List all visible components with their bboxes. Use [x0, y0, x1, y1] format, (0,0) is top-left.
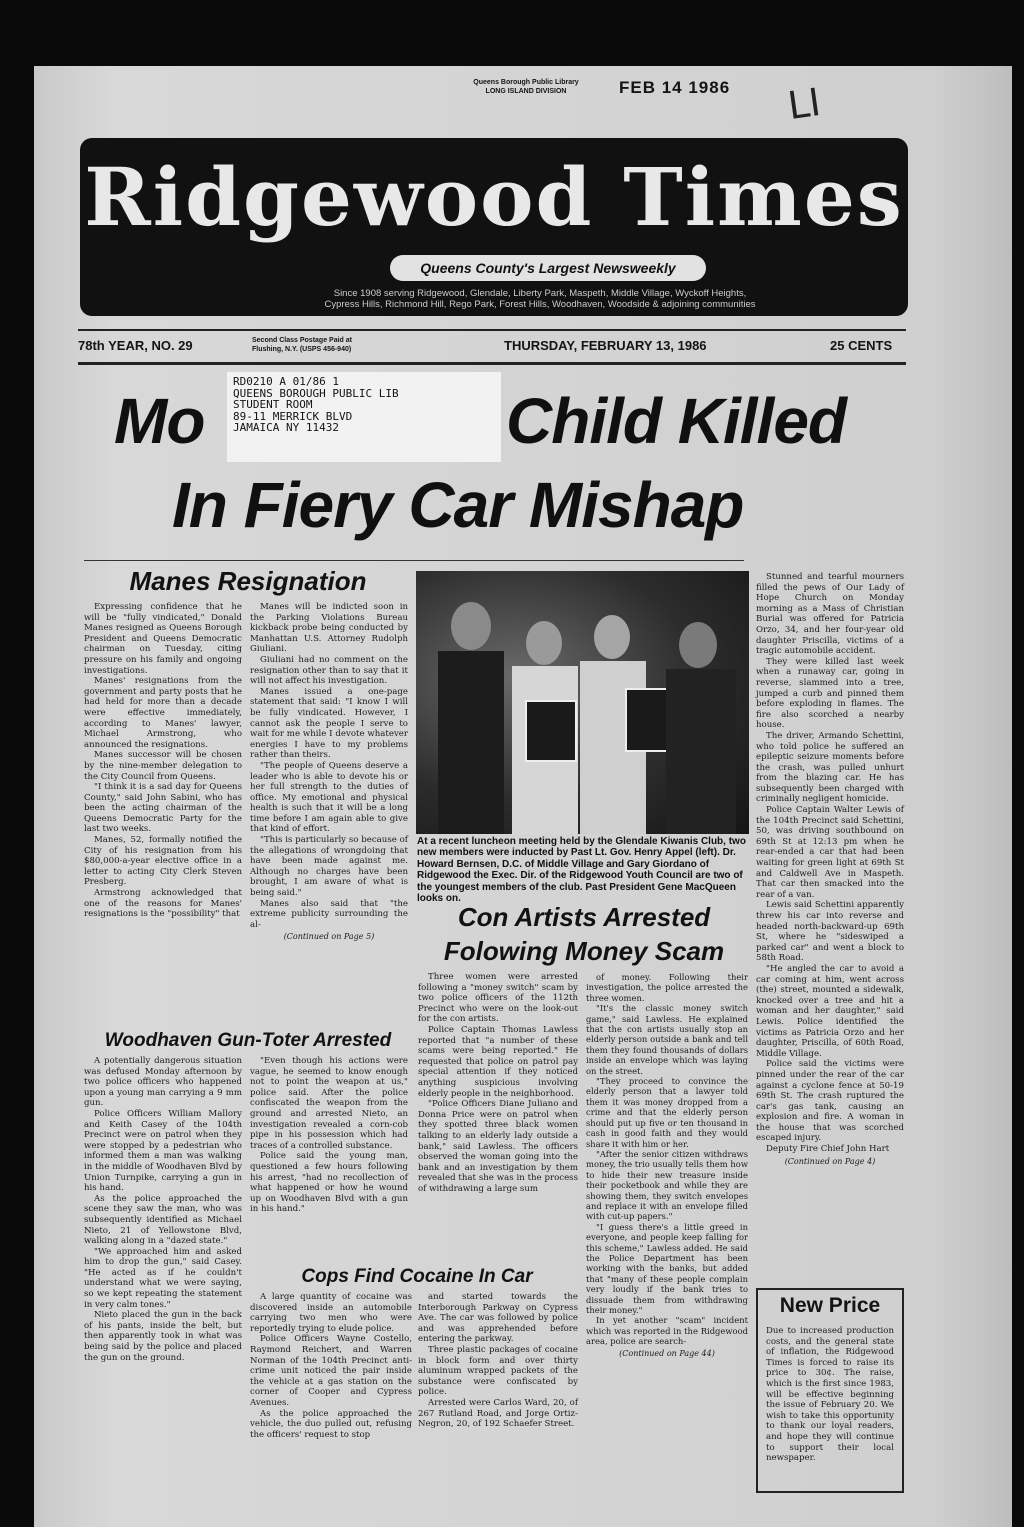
cocaine-col2-para: and started towards the Interborough Parkway on Cypress Ave. The car was followed by police and was apprehended before entering the parkway.	[418, 1292, 578, 1345]
manes-col1-para: Manes successor will be chosen by the nine-member delegation to the City Council from Queens.	[84, 750, 242, 782]
manes-continued: (Continued on Page 5)	[283, 932, 375, 942]
lead-para: Stunned and tearful mourners filled the pews of Our Lady of Hope Church on Monday morning as a Mass of Christian Burial was offered for Patricia Orzo, 34, and her four-year old daughter Priscilla, victims of a tragic automobile accident.	[756, 572, 904, 657]
lead-para: They were killed last week when a runaway car, going in reverse, slammed into a tree, jumped a curb and pinned them before exploding in flames. The fire also scorched a nearby house.	[756, 656, 904, 731]
manes-col2-para: Manes will be indicted soon in the Parking Violations Bureau kickback probe being conducted by Manhattan U.S. Attorney Rudolph Giuliani.	[250, 602, 408, 655]
photo-caption: At a recent luncheon meeting held by the Glendale Kiwanis Club, two new members were inducted by Past Lt. Gov. Henry Appel (left). Dr. Howard Bernsen, D.C. of Middle Village and Gary Giordano of Ridgewood the Exec. Dir. of the Ridgewood Youth Council are two of the youngest members of the club. Past President Gene MacQueen looks on.	[417, 836, 746, 905]
gun-col1-para: "We approached him and asked him to drop the gun," said Casey. "He acted as if he couldn't understand what we were saying, so we kept repeating the statement in very calm tones."	[84, 1246, 242, 1310]
library-stamp	[436, 78, 616, 96]
cocaine-column-2	[418, 1292, 578, 1430]
cocaine-col2-para: Arrested were Carlos Ward, 20, of 267 Rutland Road, and Jorge Ortiz-Negron, 20, of 192 Schaefer Street.	[418, 1397, 578, 1430]
con-continued: (Continued on Page 44)	[619, 1348, 715, 1358]
masthead-towns	[260, 288, 820, 310]
postage-line-2: Flushing, N.Y. (USPS 456-940)	[252, 346, 352, 353]
new-price-headline: New Price	[779, 1294, 881, 1317]
manes-headline: Manes Resignation	[129, 566, 367, 596]
cocaine-col1-para: A large quantity of cocaine was discovered inside an automobile carrying two men who were reportedly trying to elude police.	[250, 1292, 412, 1334]
lead-para: Police Captain Walter Lewis of the 104th Precinct said Schettini, 50, was driving southbound on 69th St at 12:13 pm when he rear-ended a car that had been waiting for green light at 69th St and Caldwell Ave in Maspeth. That car then smacked into the rear of a van.	[756, 805, 904, 900]
mailing-label	[227, 372, 501, 462]
gun-col1-para: Police Officers William Mallory and Keith Casey of the 104th Precinct were on patrol when they were stopped by a pedestrian who informed them a man was walking in the middle of Woodhaven Blvd by Union Turnpike, carrying a gun in his hand.	[84, 1108, 242, 1194]
gun-col1-para: Nieto placed the gun in the back of his pants, inside the belt, but then apparently took in what was being said by the police and placed the gun on the ground.	[84, 1310, 242, 1363]
lead-para: "He angled the car to avoid a car coming at him, went across (the) street, mounted a sidewalk, knocked over a tree and hit a woman and her daughter," said Lewis. Police identified the victims as Patricia Orzo and her daughter, Priscilla, of 60th Road, Middle Village.	[756, 963, 904, 1059]
dateline-top-rule	[78, 329, 906, 331]
kiwanis-photo	[416, 571, 749, 834]
lead-para: The driver, Armando Schettini, who told police he suffered an epileptic seizure moments before the crash, was pulled unhurt from the blazing car. He has subsequently been charged with criminally negligent homicide.	[756, 730, 904, 805]
label-line-4: 89-11 MERRICK BLVD	[233, 409, 353, 423]
con-headline-1: Con Artists Arrested	[457, 902, 711, 932]
new-price-box	[756, 1288, 904, 1493]
lead-para: Police said the victims were pinned under the rear of the car against a cyclone fence at 50-19 69th St. The crash ruptured the car's gas tank, causing an explosion and fire. A woman in the house that was scorched escaped injury.	[756, 1059, 904, 1144]
lead-story-column	[756, 572, 904, 1167]
issue-date: THURSDAY, FEBRUARY 13, 1986	[504, 338, 707, 353]
con-col1-para: Police Captain Thomas Lawless reported that "a number of these scams were being reported." He requested that police on patrol pay special attention if they noticed anything suspicious involving elderly people in the neighborhood.	[418, 1024, 578, 1099]
lead-para: Deputy Fire Chief John Hart	[766, 1144, 890, 1155]
postage-line-1: Second Class Postage Paid at	[252, 337, 352, 344]
masthead-title: Ridgewood Times	[84, 150, 904, 244]
library-stamp-line1: Queens Borough Public Library	[473, 79, 579, 86]
gun-col1-para: A potentially dangerous situation was defused Monday afternoon by two police officers who happened upon a young man carrying a 9 mm gun.	[84, 1056, 242, 1109]
gun-col2-para: Police said the young man, questioned a few hours following his arrest, "had no recollection of what happened or how he wound up on Woodhaven Blvd with a gun in his hand."	[250, 1151, 408, 1215]
gun-col1-para: As the police approached the scene they saw the man, who was subsequently identified as Michael Nieto, 21 of Yellowstone Blvd, walking along in a "dazed state."	[84, 1193, 242, 1247]
handwritten-mark: LI	[785, 79, 824, 129]
manes-col1-para: Manes, 52, formally notified the City of his resignation from his $80,000-a-year elective office in a letter to acting City Clerk Steven Presberg.	[84, 835, 242, 888]
label-line-3: STUDENT ROOM	[233, 398, 313, 411]
gun-column-1	[84, 1056, 242, 1363]
manes-col2-para: "This is particularly so because of the allegations of wrongdoing that have been made against me. Although no charges have been brought, I am aware of what is being said."	[250, 835, 408, 899]
label-line-5: JAMAICA NY 11432	[233, 421, 339, 434]
photo-figures	[416, 571, 749, 834]
issue-price: 25 CENTS	[830, 338, 893, 353]
con-col2-para: In yet another "scam" incident which was reported in the Ridgewood area, police are search-	[586, 1315, 748, 1347]
cocaine-col2-para: Three plastic packages of cocaine in block form and over thirty aluminum wrapped packets of the substance were confiscated by police.	[418, 1344, 578, 1398]
cocaine-col1-para: As the police approached the vehicle, the duo pulled out, refusing the officers' request to stop	[250, 1408, 412, 1440]
con-col1-para: Three women were arrested following a "money switch" scam by two police officers of the 112th Precinct who were on the look-out for the con artists.	[418, 972, 578, 1025]
towns-line-2: Cypress Hills, Richmond Hill, Rego Park, Forest Hills, Woodhaven, Woodside & adjoining communities	[324, 299, 756, 310]
library-stamp-line2: LONG ISLAND DIVISION	[485, 88, 567, 95]
gun-toter-headline: Woodhaven Gun-Toter Arrested	[104, 1030, 392, 1051]
lead-headline-left: Mo	[114, 385, 205, 457]
label-line-1: RD0210 A 01/86 1	[233, 375, 339, 388]
lead-continued: (Continued on Page 4)	[784, 1156, 876, 1166]
cocaine-col1-para: Police Officers Wayne Costello, Raymond Reichert, and Warren Norman of the 104th Precinct anti-crime unit noticed the pair inside the vehicle at a gas station on the corner of Cooper and Cypress Avenues.	[250, 1334, 412, 1408]
manes-col1-para: Armstrong acknowledged that one of the reasons for Manes' resignations is the "possibility" that	[84, 888, 242, 920]
manes-col2-para: Manes issued a one-page statement that said: "I know I will be fully vindicated. However, I cannot ask the people I serve to wait for me while I devote whatever energies I have to my problems rather than theirs.	[250, 686, 408, 761]
postage-info	[252, 336, 352, 354]
manes-column-1	[84, 602, 242, 920]
masthead	[80, 138, 908, 316]
newspaper-page	[34, 66, 1012, 1527]
con-column-2	[586, 972, 748, 1359]
manes-col1-para: "I think it is a sad day for Queens County," said John Sabini, who has been the acting chairman of the Queens Democratic Party for the last two weeks.	[84, 782, 242, 835]
manes-col2-para: "The people of Queens deserve a leader who is able to devote his or her full strength to the duties of office. My emotional and physical health is such that it will be a long time before I am again able to give that kind of effort.	[250, 760, 408, 835]
year-number: 78th YEAR, NO. 29	[78, 338, 193, 353]
manes-column-2	[250, 602, 408, 943]
con-column-1	[418, 972, 578, 1194]
towns-line-1: Since 1908 serving Ridgewood, Glendale, Liberty Park, Maspeth, Middle Village, Wyckoff Heights,	[333, 288, 747, 299]
manes-col1-para: Manes' resignations from the government and party posts that he had held for more than a decade were effective immediately, according to Manes' lawyer, Michael Armstrong, who announced the resignations.	[84, 676, 242, 750]
manes-col1-para: Expressing confidence that he will be "fully vindicated," Donald Manes resigned as Queens Borough President and Queens Democratic chairman on Tuesday, citing pressure on his family and ongoing investigations.	[84, 602, 242, 676]
con-col2-para: "I guess there's a little greed in everyone, and people keep falling for this scheme," Lawless added. He said the Police Department has been working with the banks, but added that "many of these people complain very loudly if the bank tries to dissuade them from withdrawing their money."	[586, 1221, 748, 1315]
gun-column-2	[250, 1056, 408, 1215]
dateline-bottom-rule	[78, 362, 906, 365]
masthead-tagline: Queens County's Largest Newsweekly	[390, 255, 706, 281]
con-headline-2: Folowing Money Scam	[443, 936, 725, 966]
con-col2-para: "After the senior citizen withdraws money, the trio usually tells them how to hide their new treasure inside their pocketbook and while they are showing them, they switch envelopes and replace it with an envelope filled with cut-up papers."	[586, 1148, 748, 1222]
lead-headline-line2: In Fiery Car Mishap	[172, 469, 744, 541]
label-line-2: QUEENS BOROUGH PUBLIC LIB	[233, 386, 399, 400]
con-col2-para: "They proceed to convince the elderly person that a lawyer told them it was money dropped from a crime and that the elderly person should put up five or ten thousand in cash in good faith and they would share it with him or her.	[586, 1076, 748, 1149]
cocaine-column-1	[250, 1292, 412, 1440]
new-price-text: Due to increased production costs, and the general state of inflation, the Ridgewood Times is forced to raise its price to 30¢. The raise, which is the first since 1983, will be effective beginning the issue of February 20. We wish to take this opportunity to thank our loyal readers, and hope they will continue to support their local newspaper.	[766, 1326, 894, 1464]
con-col2-para: "It's the classic money switch game," said Lawless. He explained that the con artists usually stop an elderly person outside a bank and tell them they found thousands of dollars inside an envelope which was laying on the street.	[586, 1003, 748, 1076]
con-col2-para: of money. Following their investigation, the police arrested the three women.	[586, 972, 748, 1003]
lead-para: Lewis said Schettini apparently threw his car into reverse and headed north-backward-up 69th St, where he "sideswiped a parked car" and went a block to 58th Road.	[756, 900, 904, 964]
manes-col2-para: Manes also said that "the extreme publicity surrounding the al-	[250, 898, 408, 930]
section-rule	[84, 560, 744, 561]
received-date-stamp: FEB 14 1986	[619, 78, 731, 97]
lead-headline-right: Child Killed	[506, 385, 846, 457]
con-col1-para: "Police Officers Diane Juliano and Donna Price were on patrol when they spotted three black women talking to an elderly lady outside a bank," said Lawless. The officers observed the woman going into the bank and an investigation by them revealed that she was in the process of withdrawing a large sum	[418, 1099, 578, 1194]
gun-col2-para: "Even though his actions were vague, he seemed to know enough not to point the weapon at us," police said. After the police confiscated the weapon from the ground and arrested Nieto, an investigation revealed a corn-cob pipe in his possession which had traces of a controlled substance.	[250, 1056, 408, 1151]
manes-col2-para: Giuliani had no comment on the resignation other than to say that it will not affect his investigation.	[250, 654, 408, 687]
cocaine-headline: Cops Find Cocaine In Car	[301, 1266, 533, 1287]
